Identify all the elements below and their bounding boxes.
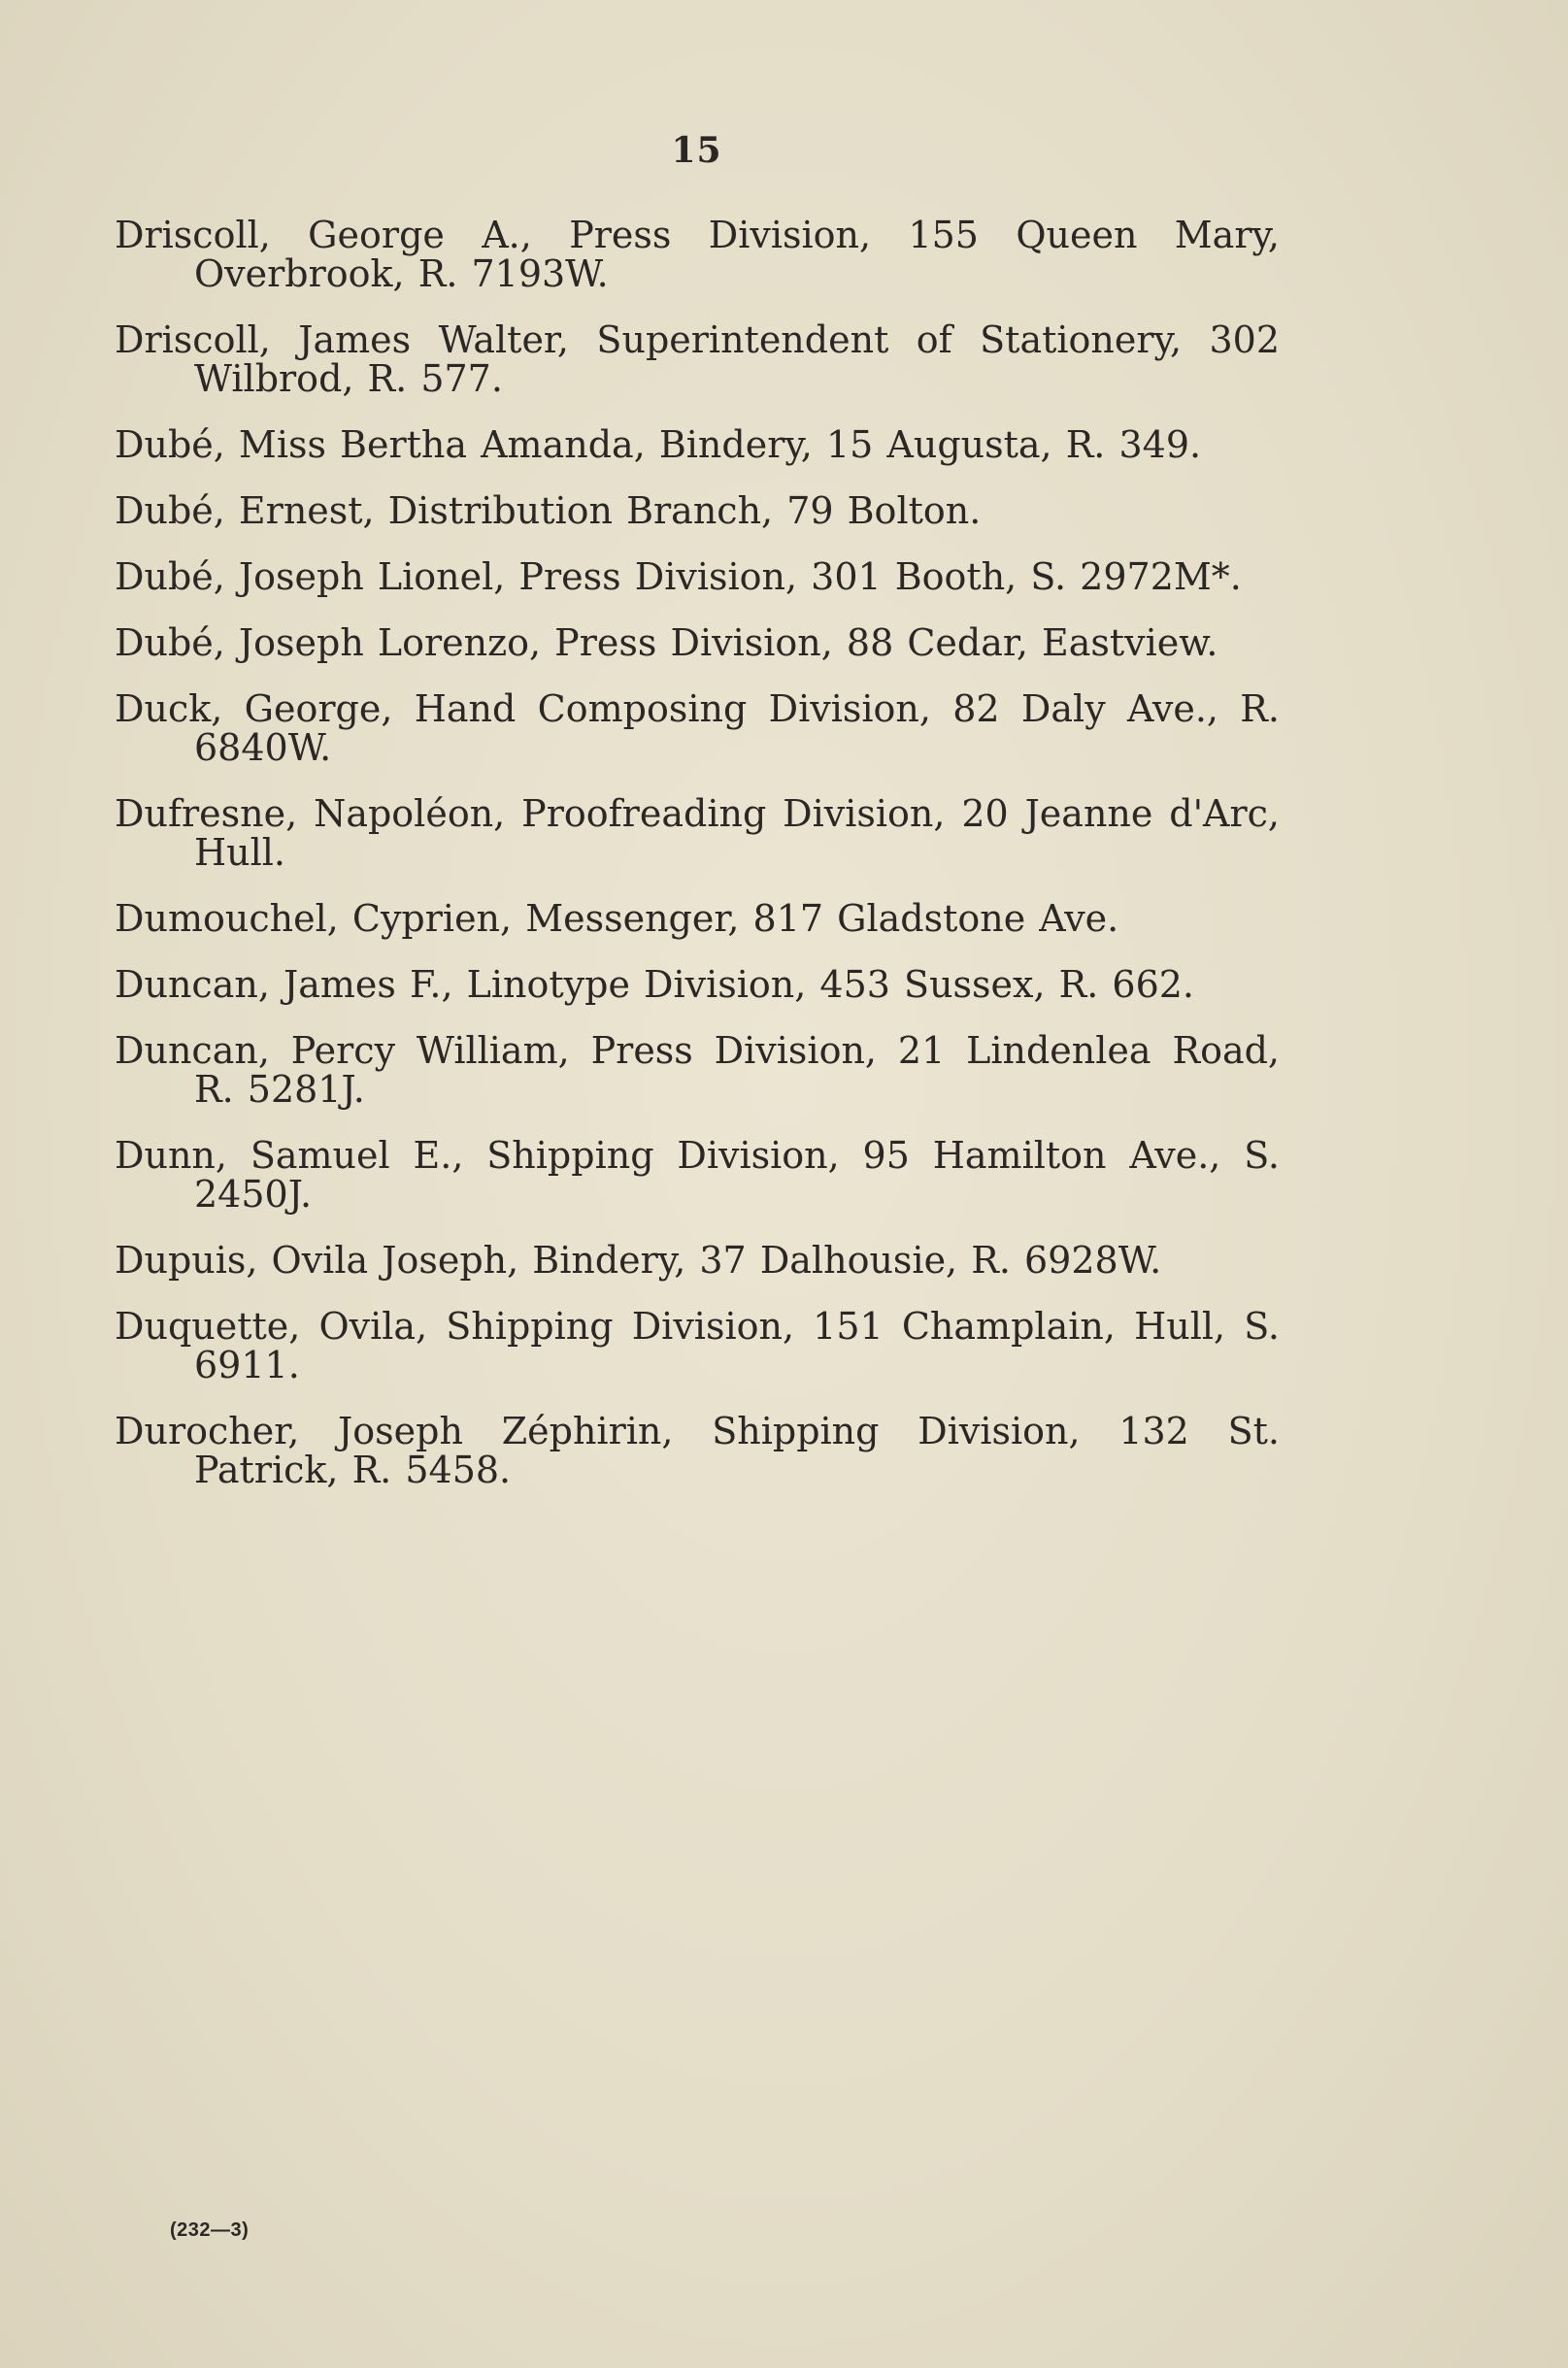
directory-entry: Dufresne, Napoléon, Proofreading Division, 20 Jeanne d'Arc, Hull. — [115, 792, 1280, 874]
directory-list — [115, 216, 1280, 1517]
directory-entry: Dubé, Ernest, Distribution Branch, 79 Bolton. — [115, 489, 982, 532]
directory-entry: Dubé, Miss Bertha Amanda, Bindery, 15 Augusta, R. 349. — [115, 423, 1202, 466]
directory-entry: Dupuis, Ovila Joseph, Bindery, 37 Dalhousie, R. 6928W. — [115, 1239, 1162, 1282]
directory-entry: Durocher, Joseph Zéphirin, Shipping Division, 132 St. Patrick, R. 5458. — [115, 1410, 1280, 1491]
printer-code: (232—3) — [170, 2219, 250, 2241]
page-number: 15 — [671, 130, 722, 171]
directory-entry: Driscoll, George A., Press Division, 155 Queen Mary, Overbrook, R. 7193W. — [115, 214, 1280, 295]
directory-entry: Duck, George, Hand Composing Division, 82 Daly Ave., R. 6840W. — [115, 687, 1280, 769]
directory-entry: Dubé, Joseph Lionel, Press Division, 301 Booth, S. 2972M*. — [115, 555, 1242, 598]
directory-entry: Driscoll, James Walter, Superintendent of Stationery, 302 Wilbrod, R. 577. — [115, 318, 1280, 400]
directory-entry: Dunn, Samuel E., Shipping Division, 95 Hamilton Ave., S. 2450J. — [115, 1134, 1280, 1216]
directory-entry: Dubé, Joseph Lorenzo, Press Division, 88 Cedar, Eastview. — [115, 621, 1218, 664]
directory-entry: Duquette, Ovila, Shipping Division, 151 Champlain, Hull, S. 6911. — [115, 1305, 1280, 1386]
directory-entry: Duncan, Percy William, Press Division, 21 Lindenlea Road, R. 5281J. — [115, 1029, 1280, 1111]
directory-entry: Duncan, James F., Linotype Division, 453 Sussex, R. 662. — [115, 963, 1195, 1006]
directory-entry: Dumouchel, Cyprien, Messenger, 817 Gladstone Ave. — [115, 897, 1119, 940]
